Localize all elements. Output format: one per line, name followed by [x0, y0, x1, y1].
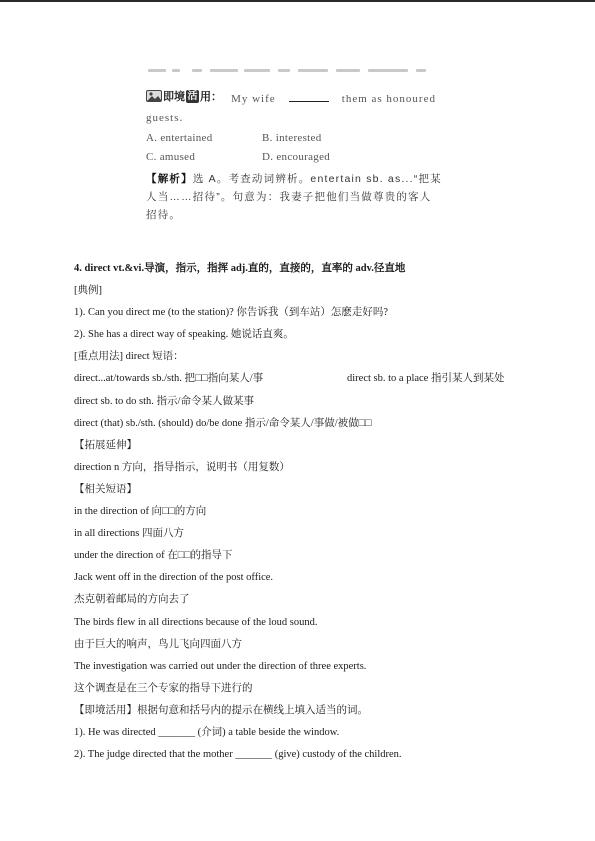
image-icon: [146, 90, 162, 102]
option-b: B. interested: [262, 132, 322, 144]
analysis: [146, 170, 466, 224]
direction-definition: direction n 方向，指导指示，说明书（用复数）: [74, 461, 290, 473]
exercise-label: [146, 88, 222, 104]
practice-question-2: 2). The judge directed that the mother _______ (give) custody of the children.: [74, 749, 402, 761]
question-part2: them as honoured: [341, 93, 436, 105]
sentence-birds-en: The birds flew in all directions because of the loud sound.: [74, 616, 318, 628]
key-usage-label: [重点用法] direct 短语：: [74, 351, 184, 363]
phrase-in-all-directions: in all directions 四面八方: [74, 528, 184, 540]
question-part1: My wife: [231, 93, 276, 105]
phrase-under-the-direction: under the direction of 在□□的指导下: [74, 550, 233, 562]
direct-section: [74, 258, 544, 766]
question-part3: guests.: [146, 112, 184, 124]
exercise-question-row: [146, 88, 436, 105]
practice-instruction: 【即境活用】根据句意和括号内的提示在横线上填入适当的词。: [74, 704, 368, 716]
option-d: D. encouraged: [262, 151, 331, 163]
practice-question-1: 1). He was directed _______ (介词) a table beside the window.: [74, 726, 340, 738]
example-label: [典例]: [74, 285, 102, 297]
phrase-direct-to-place: direct sb. to a place 指引某人到某处: [347, 373, 505, 385]
example-2: 2). She has a direct way of speaking. 她说话直爽。: [74, 329, 294, 341]
phrase-in-the-direction: in the direction of 向□□的方向: [74, 506, 207, 518]
top-border: [0, 0, 595, 2]
phrase-pair-row: [74, 368, 544, 390]
exercise-label-pre: 即境: [163, 91, 185, 103]
answer-blank: [289, 101, 329, 102]
example-1: 1). Can you direct me (to the station)? 你告诉我（到车站）怎麽走好吗?: [74, 307, 389, 319]
sentence-jack-en: Jack went off in the direction of the post office.: [74, 572, 274, 584]
sentence-investigation-zh: 这个调查是在三个专家的指导下进行的: [74, 682, 253, 694]
section-heading: 4. direct vt.&vi.导演，指示，指挥 adj.直的，直接的，直率的 adv.径直地: [74, 263, 406, 274]
option-c: C. amused: [146, 151, 196, 163]
analysis-line-2: 人当……招待”。句意为：我妻子把他们当做尊贵的客人: [146, 191, 432, 203]
analysis-label: 【解析】: [146, 173, 193, 185]
phrase-direct-that: direct (that) sb./sth. (should) do/be done 指示/命令某人/事做/被做□□: [74, 417, 372, 429]
phrase-direct-at: direct...at/towards sb./sth. 把□□指向某人/事: [74, 373, 264, 385]
phrase-direct-to-do: direct sb. to do sth. 指示/命令某人做某事: [74, 395, 254, 407]
sentence-birds-zh: 由于巨大的响声，鸟儿飞向四面八方: [74, 638, 242, 650]
exercise-label-post: 用：: [200, 91, 222, 103]
option-a: A. entertained: [146, 132, 213, 144]
sentence-jack-zh: 杰克朝着邮局的方向去了: [74, 594, 190, 606]
analysis-line-1: 选 A。考查动词辨析。entertain sb. as...“把某: [192, 173, 442, 185]
analysis-line-3: 招待。: [146, 209, 182, 221]
sentence-investigation-en: The investigation was carried out under the direction of three experts.: [74, 660, 367, 672]
extension-label: 【拓展延伸】: [74, 439, 137, 451]
related-phrases-label: 【相关短语】: [74, 483, 137, 495]
huo-badge-icon: 活: [187, 90, 198, 102]
cropped-text-fragment: [148, 66, 448, 76]
